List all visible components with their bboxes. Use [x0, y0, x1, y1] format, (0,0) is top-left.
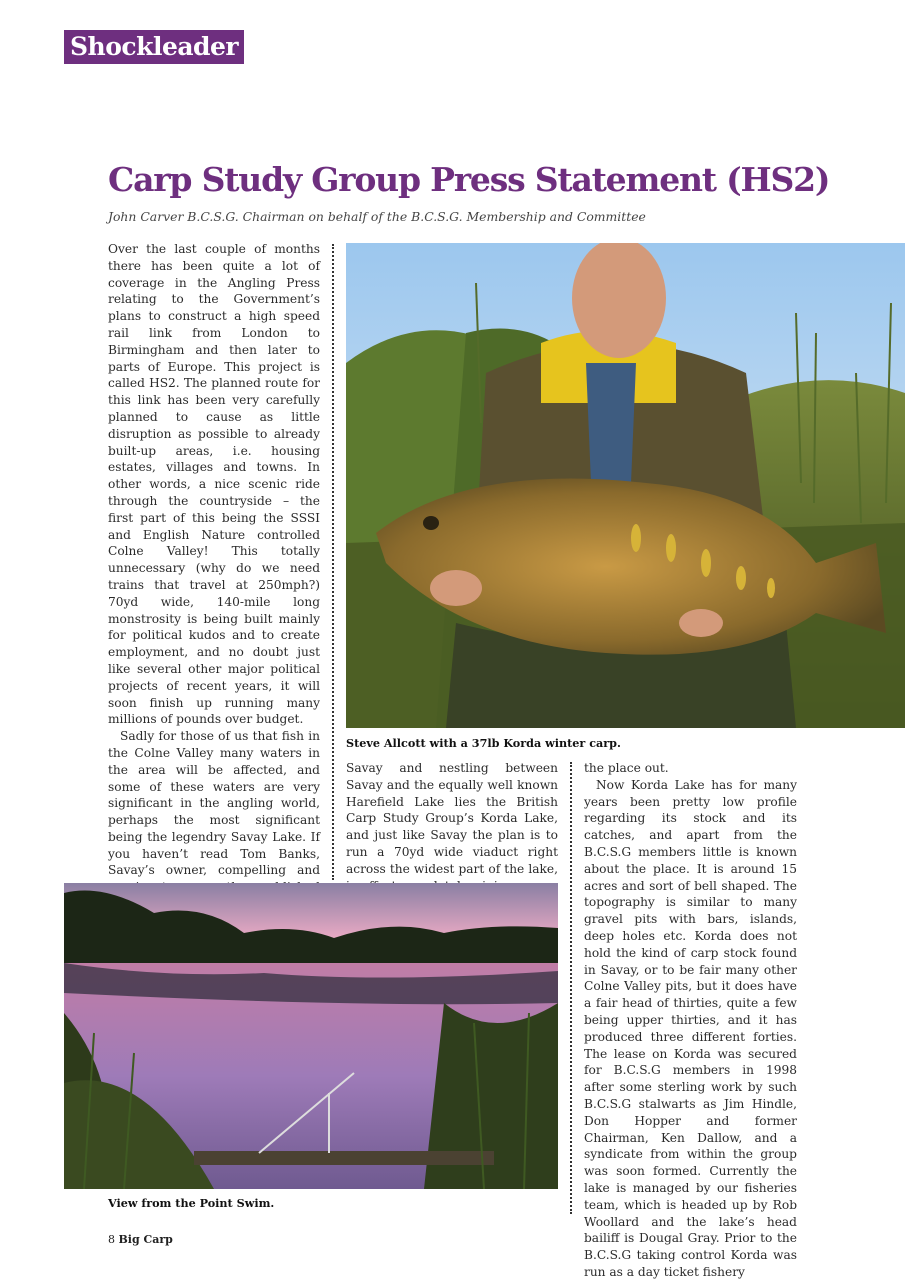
section-label: Shockleader	[64, 30, 244, 64]
paragraph: Over the last couple of months there has been quite a lot of coverage in the Angling Press relating to the Government’s plans to construct a high speed rail link from London to Birmingham and then later to parts of Europe. This project is called HS2. The planned route for this link has been very carefully planned to cause as little disruption as possible to already built-up areas, i.e. housing estates, villages and towns. In other words, a nice scenic ride through the countryside – the first part of this being the SSSI and English Nature controlled Colne Valley! This totally unnecessary (why do we need trains that travel at 250mph?) 70yd wide, 140-mile long monstrosity is being built mainly for political kudos and to create employment, and no doubt just like several other major political projects of recent years, it will soon finish up running many millions of pounds over budget.	[108, 242, 320, 727]
text-column-2	[346, 760, 558, 894]
carp-photo-caption: Steve Allcott with a 37lb Korda winter carp.	[346, 736, 621, 750]
page-footer	[108, 1233, 173, 1246]
paragraph: Sadly for those of us that fish in the Colne Valley many waters in the area will be affected, and some of these waters are very significant in the angling world, perhaps the most significant being the legendry Savay Lake. If you haven’t read Tom Banks, Savay’s owner, compelling and	[108, 729, 320, 878]
magazine-name: Big Carp	[118, 1233, 173, 1246]
page-number: 8	[108, 1233, 115, 1246]
lake-photo-caption: View from the Point Swim.	[108, 1196, 275, 1210]
text-column-3	[584, 760, 797, 1281]
column-divider	[332, 244, 334, 880]
article-byline: John Carver B.C.S.G. Chairman on behalf of the B.C.S.G. Membership and Committee	[108, 209, 646, 224]
lake-photo	[64, 883, 558, 1189]
column-divider	[570, 762, 572, 1214]
paragraph: the place out.	[584, 761, 669, 775]
article-title: Carp Study Group Press Statement (HS2)	[108, 160, 830, 199]
paragraph: Savay and nestling between Savay and the equally well known Harefield Lake lies the British Carp Study Group’s Korda Lake, and just like Savay the plan is to run a 70yd wide viaduct right across the widest part of the lake,	[346, 761, 558, 876]
paragraph: Now Korda Lake has for many years been pretty low profile regarding its stock and its catches, and apart from the B.C.S.G members little is known about the place. It is around 15 acres and sort of bell shaped. The topography is similar to many gravel pits with bars, islands, deep holes etc. Korda does not hold the kind of carp stock found in Savay, or to be fair many other Colne Valley pits, but it does have a fair head of thirties, quite a few being upper thirties, and it has produced three different forties. The lease on Korda was secured for B.C.S.G members in 1998 after some sterling work by such B.C.S.G stalwarts as Jim Hindle, Don Hopper and former Chairman, Ken Dallow, and a syndicate from within the group was soon formed. Currently the lake is managed by our fisheries team, which is headed up by Rob Woollard and the lake’s head bailiff is Dougal Gray. Prior to the B.C.S.G taking control Korda was run as a day ticket fishery	[584, 777, 797, 1279]
carp-photo	[346, 243, 905, 728]
